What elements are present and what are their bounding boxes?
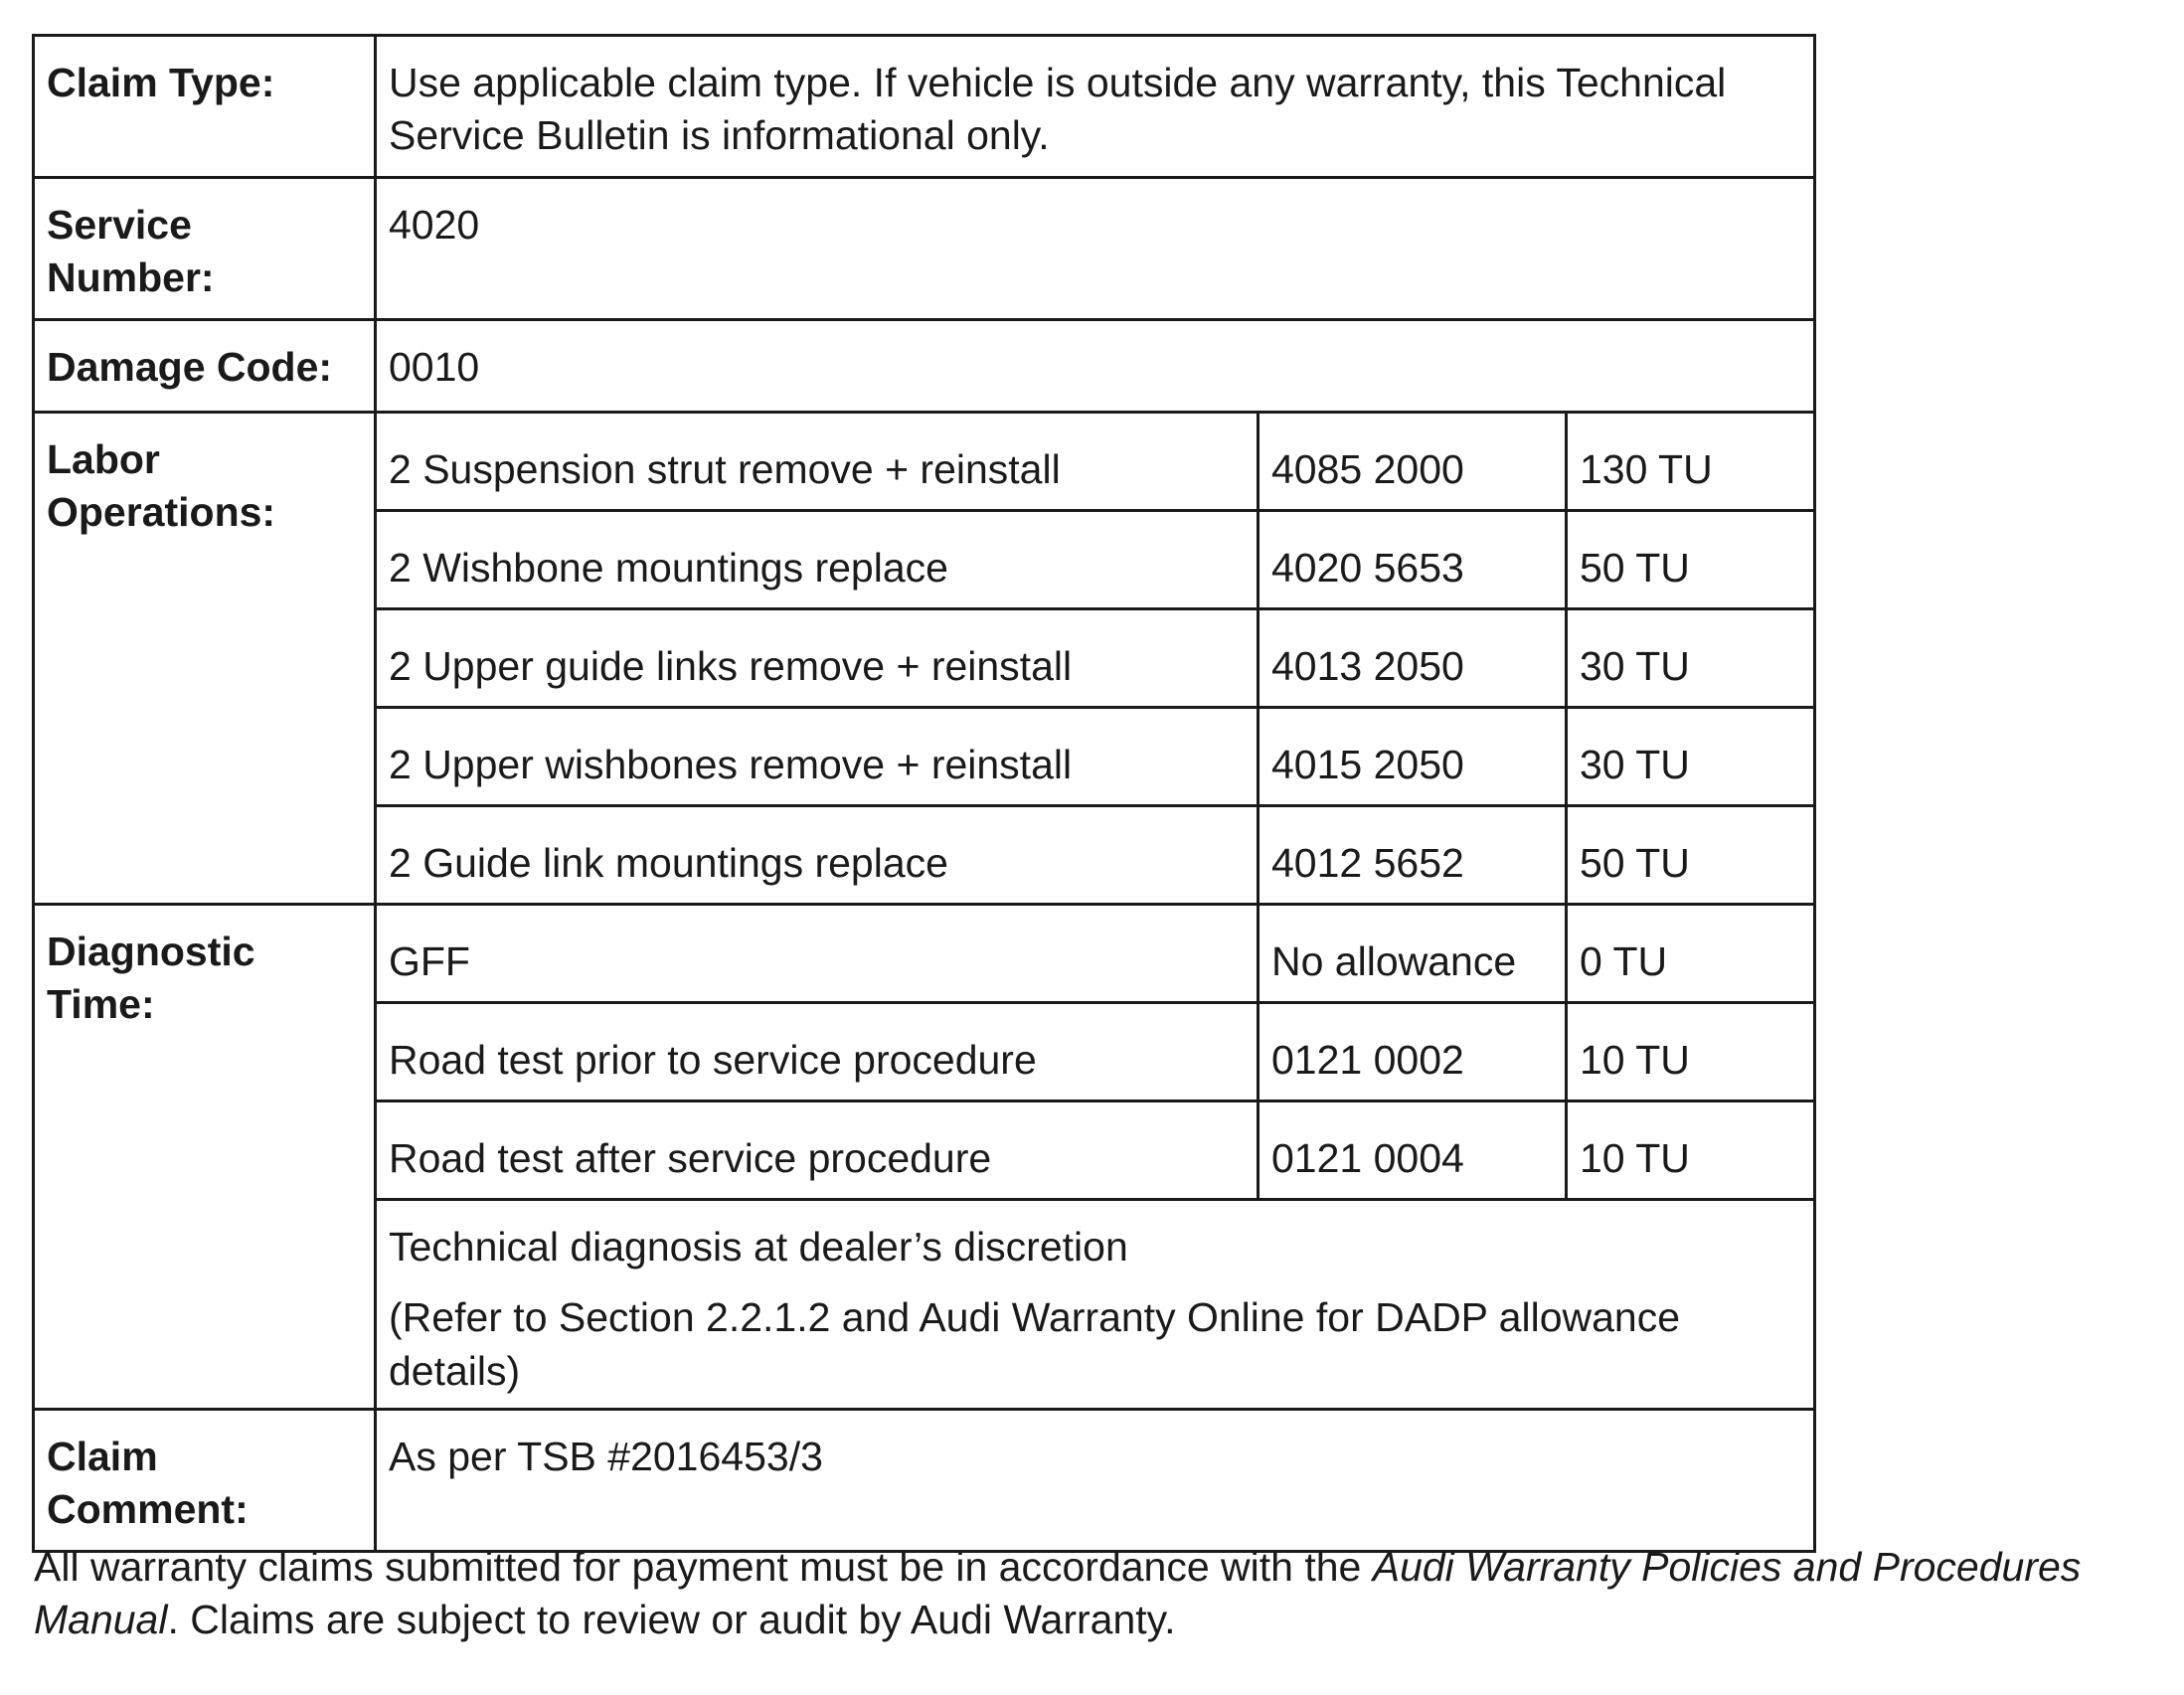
claim-type-row <box>34 36 1815 178</box>
labor-operation-code: 4020 5653 <box>1259 511 1567 609</box>
diagnostic-description: Road test after service procedure <box>376 1102 1259 1200</box>
labor-operation-description: 2 Upper wishbones remove + reinstall <box>376 708 1259 806</box>
labor-operations-label: Labor Operations: <box>34 413 376 905</box>
damage-code-row <box>34 320 1815 413</box>
diagnostic-code: No allowance <box>1259 905 1567 1003</box>
diagnostic-time-label: Diagnostic Time: <box>34 905 376 1410</box>
damage-code-value: 0010 <box>376 320 1815 413</box>
diagnostic-code: 0121 0002 <box>1259 1003 1567 1102</box>
diagnostic-code: 0121 0004 <box>1259 1102 1567 1200</box>
labor-operation-description: 2 Guide link mountings replace <box>376 806 1259 905</box>
footer-text-before: All warranty claims submitted for payment must be in accordance with the <box>34 1544 1373 1590</box>
labor-operation-time: 30 TU <box>1567 708 1815 806</box>
diagnostic-time: 0 TU <box>1567 905 1815 1003</box>
diagnostic-note-line: Technical diagnosis at dealer’s discretion <box>389 1224 1128 1270</box>
diagnostic-row <box>34 905 1815 1003</box>
service-number-label: Service Number: <box>34 178 376 320</box>
labor-operation-code: 4013 2050 <box>1259 609 1567 708</box>
diagnostic-description: GFF <box>376 905 1259 1003</box>
labor-operation-time: 30 TU <box>1567 609 1815 708</box>
labor-operation-code: 4085 2000 <box>1259 413 1567 511</box>
footer-note <box>34 1541 2161 1647</box>
diagnostic-time: 10 TU <box>1567 1102 1815 1200</box>
labor-operation-description: 2 Suspension strut remove + reinstall <box>376 413 1259 511</box>
diagnostic-note <box>376 1200 1815 1410</box>
service-number-row <box>34 178 1815 320</box>
labor-operation-row <box>34 413 1815 511</box>
diagnostic-description: Road test prior to service procedure <box>376 1003 1259 1102</box>
labor-operation-time: 50 TU <box>1567 806 1815 905</box>
labor-operation-description: 2 Wishbone mountings replace <box>376 511 1259 609</box>
labor-operation-time: 50 TU <box>1567 511 1815 609</box>
labor-operation-code: 4012 5652 <box>1259 806 1567 905</box>
labor-operation-code: 4015 2050 <box>1259 708 1567 806</box>
claim-comment-row <box>34 1409 1815 1551</box>
claim-type-value: Use applicable claim type. If vehicle is outside any warranty, this Technical Service Bulletin is informational only. <box>376 36 1815 178</box>
claim-type-label: Claim Type: <box>34 36 376 178</box>
diagnostic-note-reference: (Refer to Section 2.2.1.2 and Audi Warranty Online for DADP allowance details) <box>389 1294 1681 1394</box>
footer-manual-title: Audi Warranty Policies and Procedures Manual <box>34 1544 2082 1643</box>
claim-comment-value: As per TSB #2016453/3 <box>376 1409 1815 1551</box>
claim-comment-label: Claim Comment: <box>34 1409 376 1551</box>
footer-text-after: . Claims are subject to review or audit by Audi Warranty. <box>167 1597 1176 1643</box>
labor-operation-description: 2 Upper guide links remove + reinstall <box>376 609 1259 708</box>
service-number-value: 4020 <box>376 178 1815 320</box>
warranty-claim-table <box>32 34 1816 1553</box>
labor-operation-time: 130 TU <box>1567 413 1815 511</box>
damage-code-label: Damage Code: <box>34 320 376 413</box>
diagnostic-time: 10 TU <box>1567 1003 1815 1102</box>
